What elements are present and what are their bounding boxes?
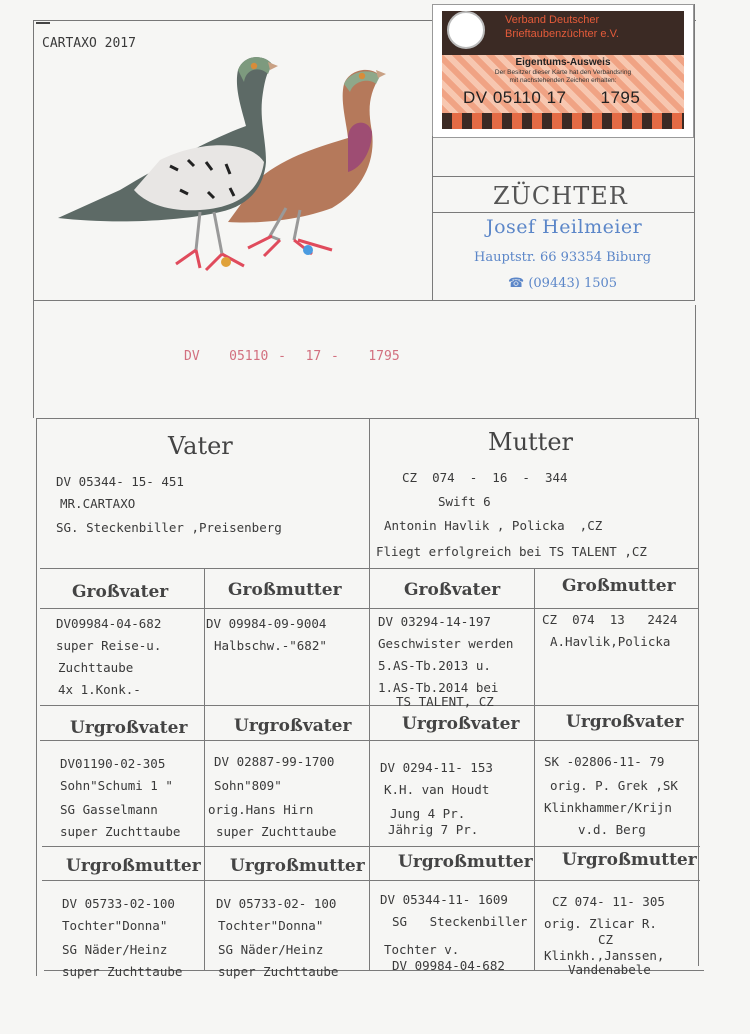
gp2-line-1: DV 09984-09-9004	[206, 616, 327, 631]
mutter-line-3: Antonin Havlik , Policka ,CZ	[384, 518, 603, 533]
mutter-line-2: Swift 6	[438, 494, 491, 509]
ugv1-heading: Urgroßvater	[70, 718, 188, 738]
gp1-line-4: 4x 1.Konk.-	[58, 682, 141, 697]
ugm3-line-3: Tochter v.	[384, 942, 460, 957]
ugv4-line-2: orig. P. Grek ,SK	[550, 778, 678, 793]
ugm4-line-5: Vandenabele	[568, 962, 651, 977]
breeder-phone: ☎ (09443) 1505	[508, 276, 618, 291]
ownership-card	[432, 4, 694, 138]
breeder-heading: ZÜCHTER	[493, 182, 628, 210]
pigeons-illustration	[50, 40, 390, 285]
gp2-line-2: Halbschw.-"682"	[214, 638, 327, 653]
ugv3-heading: Urgroßvater	[402, 714, 520, 734]
pied-pigeon-icon	[58, 57, 278, 270]
card-org-line1: Verband Deutscher	[505, 14, 600, 26]
ugm3-heading: Urgroßmutter	[398, 852, 533, 872]
gp2-heading: Großmutter	[228, 580, 342, 600]
card-title: Eigentums-Ausweis	[515, 57, 611, 68]
card-org-line2: Brieftaubenzüchter e.V.	[505, 28, 619, 40]
gp3-line-2: Geschwister werden	[378, 636, 514, 651]
ugm4-line-2: orig. Zlicar R.	[544, 916, 657, 931]
ugv3-line-4: Jährig 7 Pr.	[388, 822, 479, 837]
stork-logo-icon	[447, 11, 485, 49]
ugm3-line-2: SG Steckenbiller	[392, 914, 528, 929]
ugm1-line-2: Tochter"Donna"	[62, 918, 168, 933]
gp4-heading: Großmutter	[562, 576, 676, 596]
card-footer	[442, 113, 684, 129]
ugv4-heading: Urgroßvater	[566, 712, 684, 732]
ugm2-heading: Urgroßmutter	[230, 856, 365, 876]
ugv3-line-2: K.H. van Houdt	[384, 782, 490, 797]
ugv4-line-3: Klinkhammer/Krijn	[544, 800, 672, 815]
ugv4-line-4: v.d. Berg	[578, 822, 646, 837]
gp3-line-5: TS TALENT, CZ	[396, 694, 494, 709]
vater-line-1: DV 05344- 15- 451	[56, 474, 184, 489]
ugv2-line-4: super Zuchttaube	[216, 824, 337, 839]
gp3-line-4: 1.AS-Tb.2014 bei	[378, 680, 499, 695]
ugv1-line-3: SG Gasselmann	[60, 802, 158, 817]
card-note-line1: Der Besitzer dieser Karte hat den Verbandsring	[494, 69, 632, 76]
gp1-heading: Großvater	[72, 582, 169, 602]
ugv1-line-1: DV01190-02-305	[60, 756, 166, 771]
ugv4-line-1: SK -02806-11- 79	[544, 754, 665, 769]
gp3-line-1: DV 03294-14-197	[378, 614, 491, 629]
ugv1-line-2: Sohn"Schumi 1 "	[60, 778, 173, 793]
breeder-address: Hauptstr. 66 93354 Biburg	[474, 250, 652, 265]
gp3-line-3: 5.AS-Tb.2013 u.	[378, 658, 491, 673]
gp3-heading: Großvater	[404, 580, 501, 600]
ugm2-line-1: DV 05733-02- 100	[216, 896, 337, 911]
ugv2-line-3: orig.Hans Hirn	[208, 802, 314, 817]
ring-number: DV 05110 - 17 - 1795	[184, 349, 400, 364]
card-ring-left: DV 05110 17	[463, 88, 567, 107]
ugm1-line-1: DV 05733-02-100	[62, 896, 175, 911]
ugv2-line-1: DV 02887-99-1700	[214, 754, 335, 769]
vater-line-2: MR.CARTAXO	[60, 496, 136, 511]
gp1-line-2: super Reise-u.	[56, 638, 162, 653]
ugm4-heading: Urgroßmutter	[562, 850, 697, 870]
mutter-heading: Mutter	[488, 428, 573, 456]
ugm1-heading: Urgroßmutter	[66, 856, 201, 876]
ugv3-line-3: Jung 4 Pr.	[390, 806, 466, 821]
ugm2-line-3: SG Näder/Heinz	[218, 942, 324, 957]
ugm4-line-1: CZ 074- 11- 305	[552, 894, 665, 909]
ugm4-line-4: Klinkh.,Janssen,	[544, 948, 665, 963]
card-note-line2: mit nachstehenden Zeichen erhalten:	[509, 77, 617, 84]
ugm4-line-3: CZ	[598, 932, 614, 947]
vater-line-3: SG. Steckenbiller ,Preisenberg	[56, 520, 282, 535]
ugm1-line-3: SG Näder/Heinz	[62, 942, 168, 957]
gp4-line-1: CZ 074 13 2424	[542, 612, 678, 627]
breeder-name: Josef Heilmeier	[486, 216, 643, 238]
ugm2-line-2: Tochter"Donna"	[218, 918, 324, 933]
ugv1-line-4: super Zuchttaube	[60, 824, 181, 839]
gp4-line-2: A.Havlik,Policka	[550, 634, 671, 649]
gp1-line-3: Zuchttaube	[58, 660, 134, 675]
ugm3-line-4: DV 09984-04-682	[392, 958, 505, 973]
ugv2-heading: Urgroßvater	[234, 716, 352, 736]
ugm3-line-1: DV 05344-11- 1609	[380, 892, 508, 907]
ugm2-line-4: super Zuchttaube	[218, 964, 339, 979]
card-ring-number	[463, 88, 640, 108]
ugv3-line-1: DV 0294-11- 153	[380, 760, 493, 775]
card-ring-right: 1795	[600, 88, 641, 107]
mutter-line-1: CZ 074 - 16 - 344	[402, 470, 568, 485]
ugm1-line-4: super Zuchttaube	[62, 964, 183, 979]
vater-heading: Vater	[168, 432, 233, 460]
gp1-line-1: DV09984-04-682	[56, 616, 162, 631]
ugv2-line-2: Sohn"809"	[214, 778, 282, 793]
mutter-line-4: Fliegt erfolgreich bei TS TALENT ,CZ	[376, 544, 647, 559]
cartaxo-label: CARTAXO 2017	[42, 36, 136, 51]
